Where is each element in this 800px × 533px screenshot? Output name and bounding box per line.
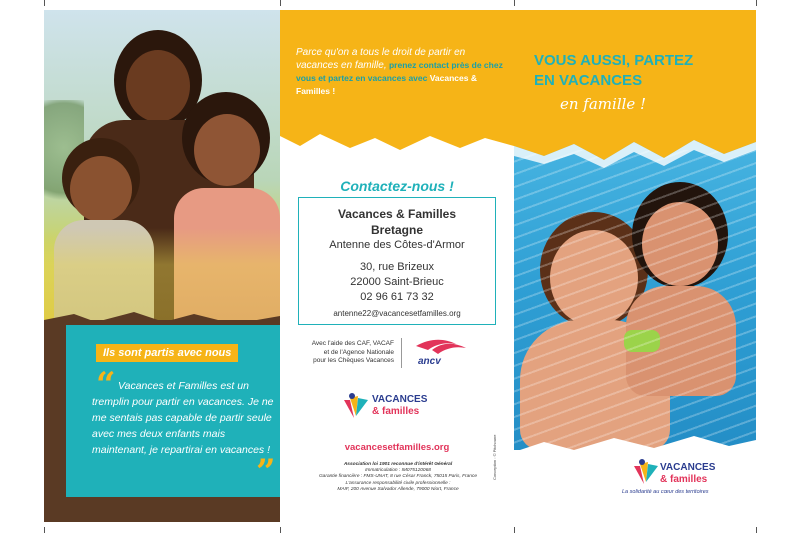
ancv-label: ancv <box>418 356 441 367</box>
intro-text <box>296 46 506 98</box>
vacances-familles-logo-icon <box>632 458 660 486</box>
logo-text-familles: & familles <box>660 474 708 485</box>
logo-text-vacances: VACANCES <box>372 394 428 405</box>
right-panel <box>514 10 756 522</box>
credit-vertical-text: Conception : © Pitchoune <box>492 434 497 480</box>
crop-mark <box>280 527 281 533</box>
close-quote-icon: ” <box>256 452 276 492</box>
crop-mark <box>756 527 757 533</box>
aid-text: Avec l'aide des CAF, VACAF et de l'Agence Nationale pour les Chèques Vacances <box>311 340 394 364</box>
logo-text-familles: & familles <box>372 406 420 417</box>
left-panel <box>44 10 280 522</box>
crop-mark <box>514 0 515 6</box>
logo-text-vacances: VACANCES <box>660 462 716 473</box>
crop-mark <box>280 0 281 6</box>
intro-brand: Vacances & Familles ! <box>296 73 477 96</box>
family-photo <box>44 10 280 320</box>
tagline: La solidarité au cœur des territoires <box>622 489 709 495</box>
legal-text: Association loi 1901 reconnue d'intérêt Général Immatriculation : IM075120068 Garantie financière : FMS-UNAT, 8 rue César Franck, 75015 Paris, France L'assurance responsabilité civile professionnelle : MAIF, 200 Avenue Salvador Allende, 79000 Niort, France <box>318 462 478 492</box>
email-link[interactable]: antenne22@vacancesetfamilles.org <box>333 309 461 318</box>
torn-edge <box>514 128 756 178</box>
open-quote-icon: “ <box>96 365 116 405</box>
website-link[interactable]: vacancesetfamilles.org <box>344 442 450 453</box>
vacances-familles-logo-icon <box>342 392 370 420</box>
contact-title: Contactez-nous ! <box>340 178 454 194</box>
testimonial-quote: Vacances et Familles est un tremplin pour partir en vacances. Je ne me sentais pas capable de partir seule avec mes deux enfants mais maintenant, je repartirai en vacances ! <box>92 380 274 456</box>
testimonial-label: Ils sont partis avec nous <box>96 344 238 362</box>
crop-mark <box>44 0 45 6</box>
torn-edge <box>280 128 514 168</box>
intro-script: Parce qu'on a tous le droit de partir en vacances en famille, <box>296 47 466 71</box>
headline-line1: VOUS AUSSI, PARTEZ <box>534 52 694 69</box>
middle-panel <box>280 10 514 522</box>
contact-box <box>298 197 496 325</box>
divider <box>401 338 402 368</box>
address-street: 30, rue Brizeux <box>360 261 434 273</box>
org-region: Bretagne <box>370 223 423 237</box>
phone-number[interactable]: 02 96 61 73 32 <box>360 291 434 303</box>
intro-bold: prenez contact près de chez vous et partez en vacances avec <box>296 60 503 83</box>
headline-line2: EN VACANCES <box>534 72 643 89</box>
org-branch: Antenne des Côtes-d'Armor <box>329 239 465 251</box>
address-city: 22000 Saint-Brieuc <box>350 276 444 288</box>
crop-mark <box>44 527 45 533</box>
crop-mark <box>756 0 757 6</box>
crop-mark <box>514 527 515 533</box>
headline-line3: en famille ! <box>560 95 647 113</box>
org-name: Vacances & Familles <box>337 207 457 221</box>
